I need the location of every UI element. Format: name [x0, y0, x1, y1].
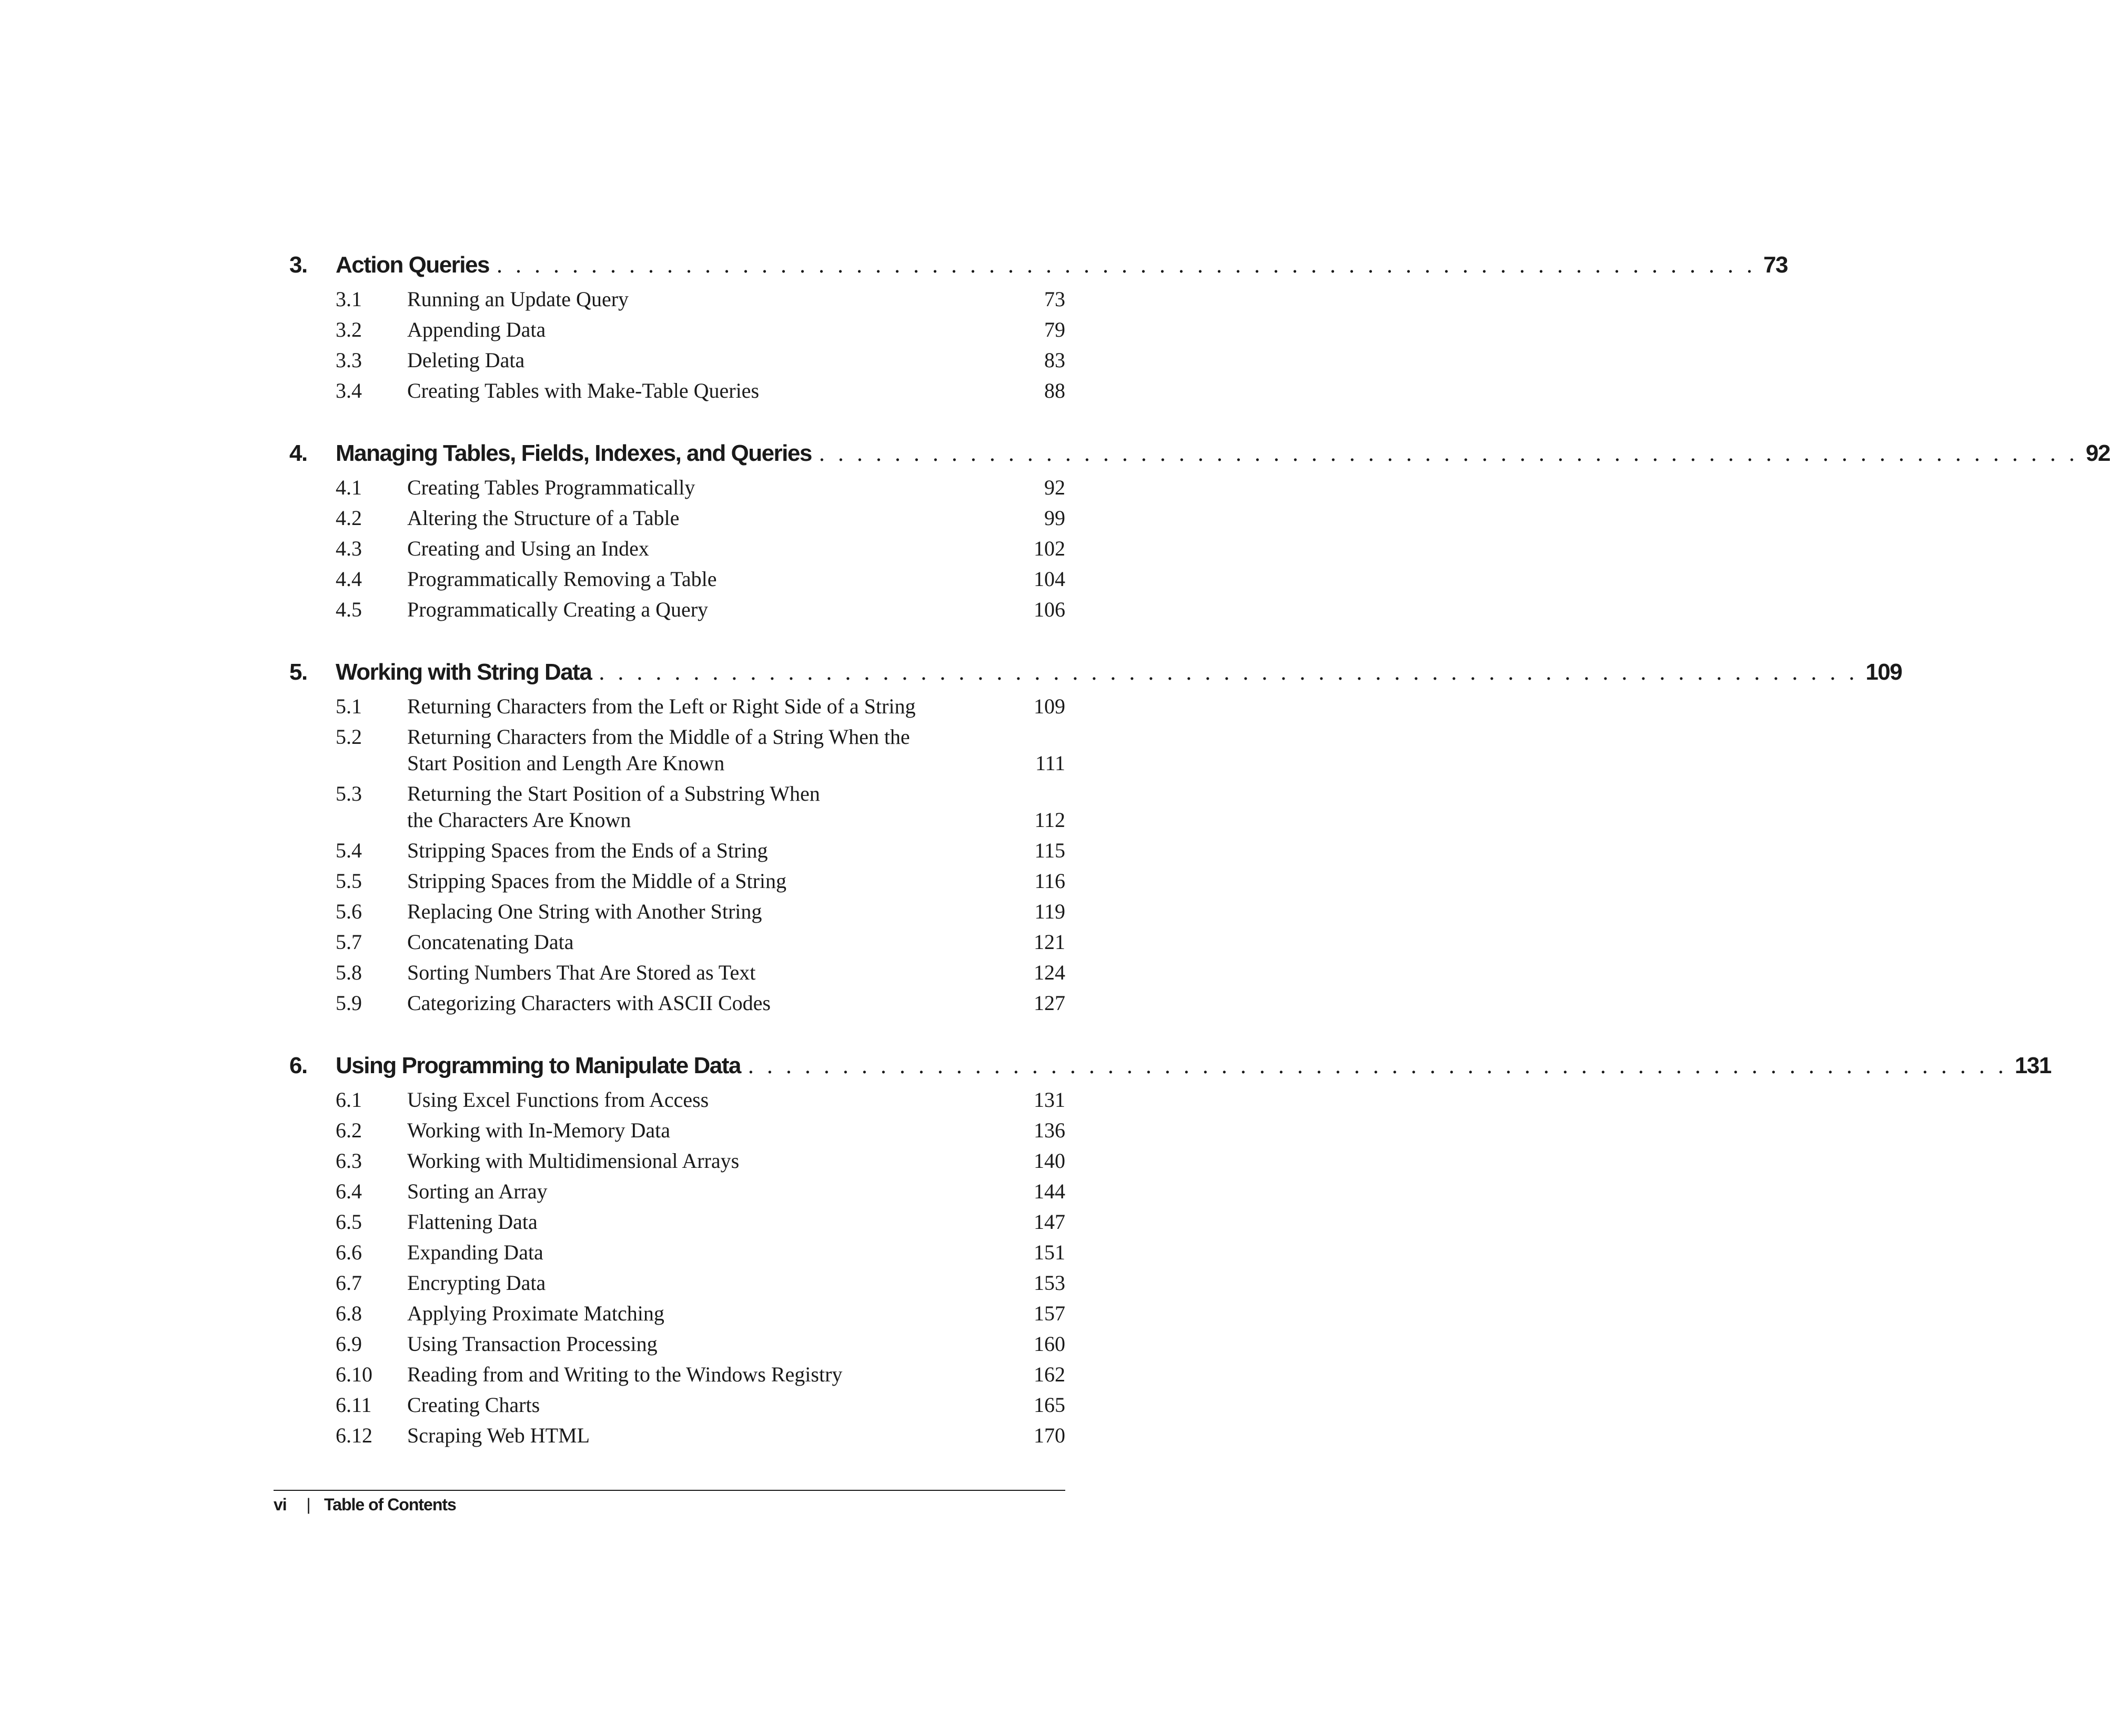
chapter-number: 3.	[289, 252, 307, 278]
entry-title-line: Expanding Data	[407, 1240, 543, 1264]
entry-number: 6.9	[336, 1332, 362, 1356]
entry-title	[407, 1148, 1002, 1174]
toc-entry[interactable]	[289, 564, 1065, 594]
entry-title	[407, 990, 1002, 1016]
entry-number: 3.3	[336, 348, 362, 372]
entry-number: 6.6	[336, 1240, 362, 1264]
entry-page-number: 112	[1034, 808, 1065, 832]
entry-number: 5.2	[336, 725, 362, 749]
entry-page-number: 127	[1034, 991, 1065, 1015]
entry-page-number: 73	[1044, 287, 1065, 311]
entry-page-number: 162	[1034, 1362, 1065, 1386]
entry-title-line: Using Excel Functions from Access	[407, 1088, 709, 1112]
chapter-heading[interactable]	[289, 251, 1788, 284]
toc-entry[interactable]	[289, 957, 1065, 988]
entry-title	[407, 1300, 1002, 1327]
entry-title	[407, 724, 1002, 776]
entry-page-number: 99	[1044, 506, 1065, 530]
toc-entry[interactable]	[289, 722, 1065, 779]
entry-page-number: 109	[1034, 694, 1065, 718]
entry-title	[407, 1422, 1002, 1449]
entry-title-line: Stripping Spaces from the Middle of a String	[407, 869, 787, 893]
chapter-page-number: 109	[1865, 659, 1902, 685]
entry-page-number: 88	[1044, 379, 1065, 402]
entry-title	[407, 286, 1002, 312]
entry-number: 6.8	[336, 1301, 362, 1325]
entry-page-number: 157	[1034, 1301, 1065, 1325]
toc-entry[interactable]	[289, 315, 1065, 345]
chapter-number: 6.	[289, 1053, 307, 1078]
toc-entry[interactable]	[289, 1085, 1065, 1115]
entry-number: 4.2	[336, 506, 362, 530]
toc-entry[interactable]	[289, 1420, 1065, 1451]
chapter-title: Managing Tables, Fields, Indexes, and Queries	[336, 440, 812, 466]
toc-chapter	[289, 251, 1788, 406]
entry-title	[407, 899, 1002, 925]
entry-page-number: 119	[1034, 900, 1065, 923]
toc-entry[interactable]	[289, 896, 1065, 927]
footer-separator: |	[306, 1495, 310, 1514]
entry-page-number: 115	[1034, 839, 1065, 862]
toc-entry[interactable]	[289, 1390, 1065, 1420]
entry-number: 6.10	[336, 1362, 372, 1386]
page-footer	[274, 1490, 1065, 1515]
toc-entry[interactable]	[289, 1237, 1065, 1268]
entry-number: 5.5	[336, 869, 362, 893]
toc-entry[interactable]	[289, 472, 1065, 503]
entry-title	[407, 693, 1002, 720]
toc-entry[interactable]	[289, 1268, 1065, 1298]
toc-entry[interactable]	[289, 988, 1065, 1018]
toc-entry[interactable]	[289, 1359, 1065, 1390]
toc-entry[interactable]	[289, 594, 1065, 625]
entry-title-line: Creating Charts	[407, 1393, 540, 1417]
dot-leader: . . . . . . . . . . . . . . . . . . . . . . . . . . . . . . . . . . . . . . . . . . . . . . . . . . . . . . . . . . . . . . . . . . .	[819, 440, 2078, 466]
toc-entry[interactable]	[289, 503, 1065, 533]
entry-title	[407, 378, 1002, 404]
entry-number: 6.5	[336, 1210, 362, 1234]
entry-page-number: 111	[1035, 751, 1065, 775]
dot-leader: . . . . . . . . . . . . . . . . . . . . . . . . . . . . . . . . . . . . . . . . . . . . . . . . . . . . . . . . . . . . . . . . . . .	[599, 659, 1859, 685]
chapter-heading[interactable]	[289, 440, 2110, 472]
entry-title	[407, 1392, 1002, 1418]
entry-title-line: Programmatically Creating a Query	[407, 598, 709, 621]
entry-page-number: 92	[1044, 476, 1065, 499]
entry-number: 4.3	[336, 537, 362, 560]
entry-title	[407, 1270, 1002, 1296]
entry-number: 3.1	[336, 287, 362, 311]
entry-title	[407, 1087, 1002, 1113]
entry-title-line: Encrypting Data	[407, 1271, 546, 1295]
entry-page-number: 153	[1034, 1271, 1065, 1295]
entry-title-line: Working with Multidimensional Arrays	[407, 1149, 740, 1173]
toc-chapter	[289, 1052, 2051, 1451]
entry-page-number: 131	[1034, 1088, 1065, 1112]
entry-title-line: Using Transaction Processing	[407, 1332, 658, 1356]
entry-title	[407, 347, 1002, 374]
entry-page-number: 116	[1034, 869, 1065, 893]
entry-page-number: 144	[1034, 1179, 1065, 1203]
entry-title	[407, 1361, 1002, 1388]
entry-page-number: 83	[1044, 348, 1065, 372]
entry-number: 3.2	[336, 318, 362, 341]
toc-entry[interactable]	[289, 1176, 1065, 1207]
chapter-title: Using Programming to Manipulate Data	[336, 1053, 741, 1078]
toc-entry[interactable]	[289, 376, 1065, 406]
chapter-heading[interactable]	[289, 1052, 2051, 1085]
entry-number: 5.1	[336, 694, 362, 718]
entry-title	[407, 597, 1002, 623]
entry-number: 6.2	[336, 1118, 362, 1142]
entry-title	[407, 1178, 1002, 1205]
entry-title	[407, 566, 1002, 592]
entry-title-line: Scraping Web HTML	[407, 1424, 590, 1447]
entry-title-line: Deleting Data	[407, 348, 525, 372]
entry-title-line: Returning Characters from the Middle of a String When the	[407, 725, 910, 749]
entry-title-line: Running an Update Query	[407, 287, 629, 311]
chapter-page-number: 92	[2085, 440, 2110, 466]
entry-number: 6.4	[336, 1179, 362, 1203]
entry-page-number: 104	[1034, 567, 1065, 591]
entry-number: 5.7	[336, 930, 362, 954]
entry-title-line: Returning the Start Position of a Substring When	[407, 782, 820, 805]
footer-section-title: Table of Contents	[324, 1495, 456, 1514]
entry-page-number: 136	[1034, 1118, 1065, 1142]
entry-title	[407, 505, 1002, 531]
entry-title	[407, 1209, 1002, 1235]
entry-page-number: 147	[1034, 1210, 1065, 1234]
entry-title-line: Sorting Numbers That Are Stored as Text	[407, 961, 756, 984]
toc-entry[interactable]	[289, 1329, 1065, 1359]
toc-entry[interactable]	[289, 1207, 1065, 1237]
entry-page-number: 151	[1034, 1240, 1065, 1264]
entry-title-line: Creating Tables with Make-Table Queries	[407, 379, 760, 402]
toc-entry[interactable]	[289, 284, 1065, 315]
entry-title-line: Replacing One String with Another String	[407, 900, 762, 923]
entry-title	[407, 868, 1002, 894]
entry-title-line: Creating and Using an Index	[407, 537, 649, 560]
entry-page-number: 124	[1034, 961, 1065, 984]
entry-title	[407, 1239, 1002, 1266]
table-of-contents	[289, 251, 2110, 1485]
entry-page-number: 79	[1044, 318, 1065, 341]
entry-title-line: Reading from and Writing to the Windows Registry	[407, 1362, 843, 1386]
entry-number: 4.5	[336, 598, 362, 621]
entry-title-line: Appending Data	[407, 318, 546, 341]
entry-page-number: 121	[1034, 930, 1065, 954]
footer-page-number: vi	[274, 1495, 287, 1514]
entry-title-line: Categorizing Characters with ASCII Codes	[407, 991, 771, 1015]
entry-title	[407, 475, 1002, 501]
chapter-number: 4.	[289, 440, 307, 466]
entry-number: 5.9	[336, 991, 362, 1015]
toc-chapter	[289, 440, 2110, 625]
entry-title	[407, 317, 1002, 343]
chapter-page-number: 73	[1763, 252, 1788, 278]
entry-page-number: 102	[1034, 537, 1065, 560]
chapter-page-number: 131	[2014, 1053, 2051, 1078]
entry-title-line: Stripping Spaces from the Ends of a String	[407, 839, 768, 862]
entry-number: 5.4	[336, 839, 362, 862]
entry-title	[407, 960, 1002, 986]
toc-chapter	[289, 659, 1902, 1018]
entry-title-line: Programmatically Removing a Table	[407, 567, 717, 591]
entry-title-line: Applying Proximate Matching	[407, 1301, 664, 1325]
toc-entry[interactable]	[289, 927, 1065, 957]
toc-entry[interactable]	[289, 1146, 1065, 1176]
footer-rule	[274, 1490, 1065, 1491]
entry-page-number: 165	[1034, 1393, 1065, 1417]
entry-title-line: Returning Characters from the Left or Right Side of a String	[407, 694, 916, 718]
entry-title-line: the Characters Are Known	[407, 808, 631, 832]
toc-entry[interactable]	[289, 779, 1065, 835]
entry-number: 5.8	[336, 961, 362, 984]
entry-number: 5.3	[336, 782, 362, 805]
chapter-title: Action Queries	[336, 252, 489, 278]
entry-title	[407, 536, 1002, 562]
entry-title-line: Start Position and Length Are Known	[407, 751, 725, 775]
toc-entry[interactable]	[289, 835, 1065, 866]
entry-title-line: Flattening Data	[407, 1210, 538, 1234]
toc-entry[interactable]	[289, 691, 1065, 722]
entry-title-line: Working with In-Memory Data	[407, 1118, 670, 1142]
toc-entry[interactable]	[289, 1298, 1065, 1329]
entry-title	[407, 1117, 1002, 1144]
entry-page-number: 160	[1034, 1332, 1065, 1356]
chapter-number: 5.	[289, 659, 307, 685]
entry-number: 4.4	[336, 567, 362, 591]
entry-number: 5.6	[336, 900, 362, 923]
entry-title	[407, 781, 1002, 833]
entry-page-number: 106	[1034, 598, 1065, 621]
entry-title-line: Creating Tables Programmatically	[407, 476, 695, 499]
entry-number: 6.11	[336, 1393, 372, 1417]
footer-text	[274, 1495, 1065, 1515]
entry-number: 6.7	[336, 1271, 362, 1295]
dot-leader: . . . . . . . . . . . . . . . . . . . . . . . . . . . . . . . . . . . . . . . . . . . . . . . . . . . . . . . . . . . . . . . . . . .	[748, 1053, 2007, 1078]
entry-number: 6.3	[336, 1149, 362, 1173]
entry-page-number: 140	[1034, 1149, 1065, 1173]
entry-title	[407, 837, 1002, 864]
entry-number: 3.4	[336, 379, 362, 402]
toc-entry[interactable]	[289, 866, 1065, 896]
entry-title-line: Sorting an Array	[407, 1179, 548, 1203]
chapter-title: Working with String Data	[336, 659, 592, 685]
toc-entry[interactable]	[289, 533, 1065, 564]
entry-number: 4.1	[336, 476, 362, 499]
toc-entry[interactable]	[289, 1115, 1065, 1146]
entry-number: 6.12	[336, 1424, 372, 1447]
entry-title-line: Altering the Structure of a Table	[407, 506, 680, 530]
entry-page-number: 170	[1034, 1424, 1065, 1447]
chapter-heading[interactable]	[289, 659, 1902, 691]
entry-number: 6.1	[336, 1088, 362, 1112]
entry-title	[407, 1331, 1002, 1357]
toc-entry[interactable]	[289, 345, 1065, 376]
entry-title	[407, 929, 1002, 955]
dot-leader: . . . . . . . . . . . . . . . . . . . . . . . . . . . . . . . . . . . . . . . . . . . . . . . . . . . . . . . . . . . . . . . . . . .	[496, 252, 1756, 278]
entry-title-line: Concatenating Data	[407, 930, 574, 954]
